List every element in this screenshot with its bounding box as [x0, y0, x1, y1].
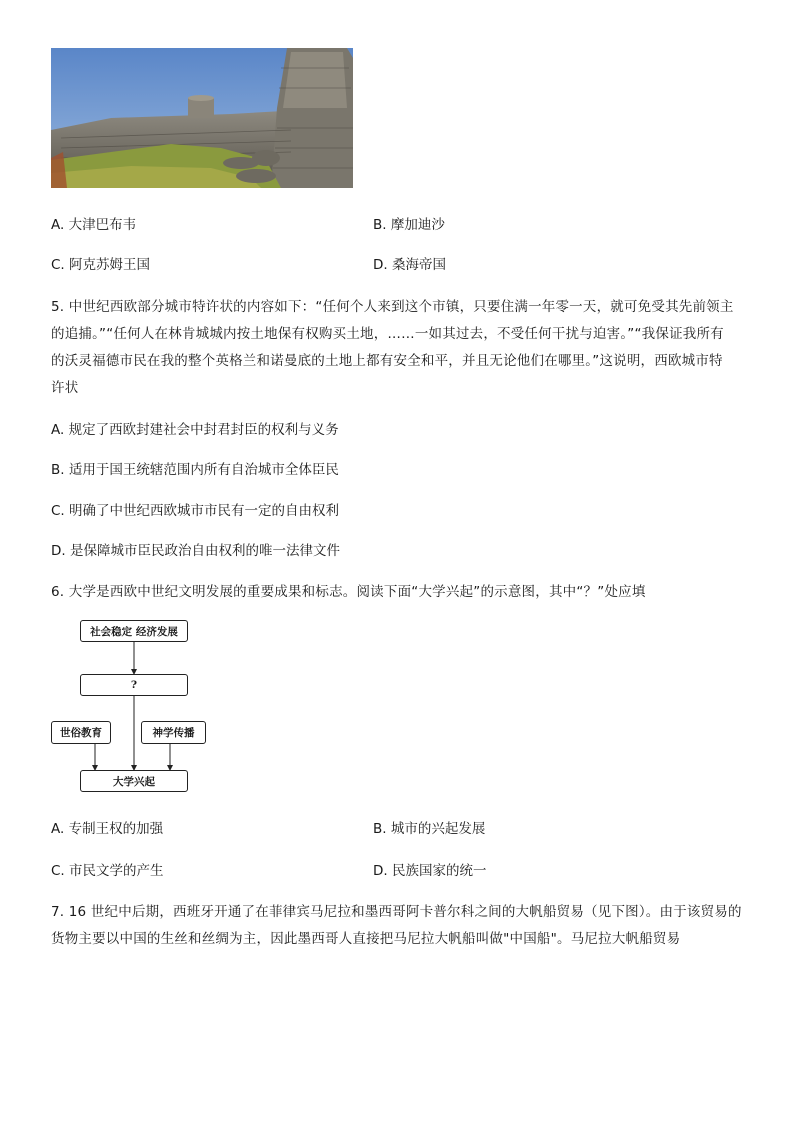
q5-option-d[interactable]: D. 是保障城市臣民政治自由权利的唯一法律文件 — [51, 543, 340, 559]
diagram-box-bottom: 大学兴起 — [80, 770, 188, 792]
q4-option-d[interactable]: D. 桑海帝国 — [373, 257, 446, 273]
q7-stem-line-1: 7. 16 世纪中后期，西班牙开通了在菲律宾马尼拉和墨西哥阿卡普尔科之间的大帆船贸易（见下图）。由于该贸易的 — [51, 904, 742, 920]
q6-option-d[interactable]: D. 民族国家的统一 — [373, 863, 487, 879]
q5-option-a[interactable]: A. 规定了西欧封建社会中封君封臣的权利与义务 — [51, 422, 339, 438]
university-rise-diagram — [50, 618, 210, 798]
diagram-box-question: ? — [80, 674, 188, 696]
q5-stem-line-1: 5. 中世纪西欧部分城市特许状的内容如下：“任何个人来到这个市镇，只要住满一年零一天，就可免受其先前领主 — [51, 299, 734, 315]
diagram-box-secular-education: 世俗教育 — [51, 721, 111, 744]
q5-stem-line-4: 许状 — [51, 380, 79, 396]
q5-option-c[interactable]: C. 明确了中世纪西欧城市市民有一定的自由权利 — [51, 503, 340, 519]
ruins-photo — [51, 48, 353, 188]
q4-option-c[interactable]: C. 阿克苏姆王国 — [51, 257, 151, 273]
stone-ruins-image — [51, 48, 353, 188]
q6-stem: 6. 大学是西欧中世纪文明发展的重要成果和标志。阅读下面“大学兴起”的示意图，其中“？”处应填 — [51, 584, 646, 600]
q5-option-b[interactable]: B. 适用于国王统辖范围内所有自治城市全体臣民 — [51, 462, 339, 478]
q5-stem-line-2: 的追捕。”“任何人在林肯城城内按土地保有权购买土地，……一如其过去，不受任何干扰与迫害。”“我保证我所有 — [51, 326, 724, 342]
q4-option-a[interactable]: A. 大津巴布韦 — [51, 217, 137, 233]
q4-option-b[interactable]: B. 摩加迪沙 — [373, 217, 445, 233]
q5-stem-line-3: 的沃灵福德市民在我的整个英格兰和诺曼底的土地上都有安全和平，并且无论他们在哪里。”这说明，西欧城市特 — [51, 353, 723, 369]
q6-option-b[interactable]: B. 城市的兴起发展 — [373, 821, 486, 837]
diagram-box-theology: 神学传播 — [141, 721, 206, 744]
q7-stem-line-2: 货物主要以中国的生丝和丝绸为主，因此墨西哥人直接把马尼拉大帆船叫做"中国船"。马尼拉大帆船贸易 — [51, 931, 681, 947]
q6-option-c[interactable]: C. 市民文学的产生 — [51, 863, 164, 879]
diagram-box-top: 社会稳定 经济发展 — [80, 620, 188, 642]
q6-option-a[interactable]: A. 专制王权的加强 — [51, 821, 164, 837]
